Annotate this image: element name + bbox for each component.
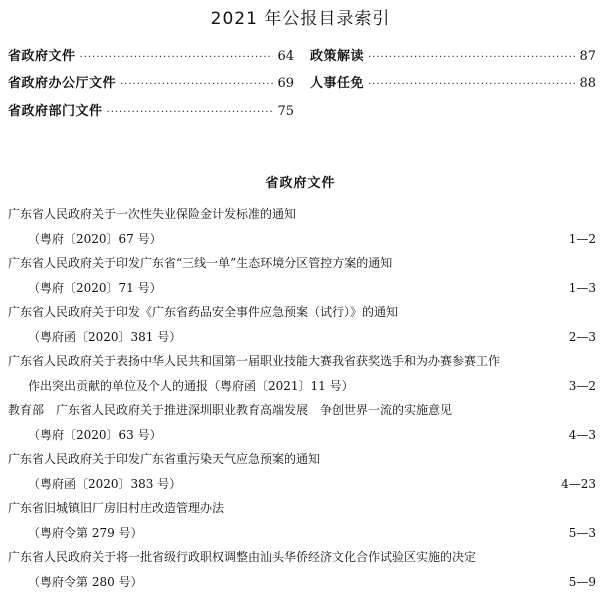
entry-title: 广东省人民政府关于一次性失业保险金计发标准的通知 bbox=[8, 207, 297, 221]
index-item-page: 88 bbox=[579, 76, 596, 91]
entry-doc-number: （粤府〔2020〕63 号） bbox=[28, 427, 162, 442]
entry-doc-number: （粤府函〔2020〕381 号） bbox=[28, 329, 182, 344]
entry-page: 1—2 bbox=[568, 231, 596, 246]
dot-leader bbox=[368, 48, 575, 68]
page-title: 2021 年公报目录索引 bbox=[210, 9, 391, 29]
entry-title: 广东省人民政府关于印发《广东省药品安全事件应急预案（试行）》的通知 bbox=[8, 305, 399, 319]
entry-doc-number: （粤府〔2020〕67 号） bbox=[28, 231, 162, 246]
dot-leader bbox=[120, 75, 273, 95]
entry-doc-number: （粤府令第 280 号） bbox=[28, 574, 143, 589]
section-title: 省政府文件 bbox=[265, 176, 336, 191]
index-item-label: 省政府部门文件 bbox=[8, 104, 103, 119]
entry-title: 教育部 广东省人民政府关于推进深圳职业教育高端发展 争创世界一流的实施意见 bbox=[8, 403, 453, 417]
entry-title: 广东省旧城镇旧厂房旧村庄改造管理办法 bbox=[8, 501, 225, 515]
entry-page: 5—9 bbox=[568, 574, 596, 589]
dot-leader bbox=[368, 75, 575, 95]
index-item-personnel-appointments[interactable] bbox=[310, 74, 596, 94]
list-item[interactable] bbox=[8, 545, 596, 594]
index-item-department-docs[interactable] bbox=[8, 102, 294, 122]
entry-page: 4—23 bbox=[561, 476, 596, 491]
entry-list bbox=[8, 202, 596, 594]
entry-doc-number: （粤府函〔2020〕383 号） bbox=[28, 476, 182, 491]
entry-doc-line bbox=[8, 472, 596, 497]
entry-page: 5—3 bbox=[568, 525, 596, 540]
index-item-page: 75 bbox=[277, 104, 294, 119]
entry-doc-line bbox=[8, 423, 596, 448]
list-item[interactable] bbox=[8, 251, 596, 300]
entry-page: 3—2 bbox=[568, 378, 596, 393]
entry-title: 广东省人民政府关于印发广东省重污染天气应急预案的通知 bbox=[8, 452, 321, 466]
index-item-page: 69 bbox=[277, 76, 294, 91]
entry-doc-line bbox=[8, 521, 596, 546]
entry-title: 广东省人民政府关于表扬中华人民共和国第一届职业技能大赛我省获奖选手和为办赛参赛工作 bbox=[8, 354, 501, 368]
list-item[interactable] bbox=[8, 398, 596, 447]
entry-doc-number: （粤府令第 279 号） bbox=[28, 525, 143, 540]
dot-leader bbox=[107, 103, 274, 123]
entry-page: 4—3 bbox=[568, 427, 596, 442]
index-item-label: 省政府办公厅文件 bbox=[8, 76, 117, 91]
list-item[interactable] bbox=[8, 496, 596, 545]
list-item[interactable] bbox=[8, 202, 596, 251]
entry-doc-number: （粤府〔2020〕71 号） bbox=[28, 280, 162, 295]
entry-doc-line bbox=[8, 325, 596, 350]
dot-leader bbox=[80, 48, 274, 68]
list-item[interactable] bbox=[8, 349, 596, 398]
entry-page: 2—3 bbox=[568, 329, 596, 344]
entry-page: 1—3 bbox=[568, 280, 596, 295]
index-item-label: 人事任免 bbox=[310, 76, 365, 91]
index-item-label: 省政府文件 bbox=[8, 49, 76, 64]
index-item-provincial-gov-docs[interactable] bbox=[8, 47, 294, 67]
index-item-page: 87 bbox=[579, 49, 596, 64]
index-item-label: 政策解读 bbox=[310, 49, 365, 64]
index-item-policy-interpretation[interactable] bbox=[310, 47, 596, 67]
entry-doc-line bbox=[8, 227, 596, 252]
entry-title: 广东省人民政府关于将一批省级行政职权调整由汕头华侨经济文化合作试验区实施的决定 bbox=[8, 550, 477, 564]
list-item[interactable] bbox=[8, 447, 596, 496]
entry-title-continued: 作出突出贡献的单位及个人的通报（粤府函〔2021〕11 号） bbox=[28, 378, 354, 393]
entry-doc-line bbox=[8, 374, 596, 399]
list-item[interactable] bbox=[8, 300, 596, 349]
index-item-page: 64 bbox=[277, 49, 294, 64]
entry-doc-line bbox=[8, 570, 596, 595]
entry-doc-line bbox=[8, 276, 596, 301]
entry-title: 广东省人民政府关于印发广东省“三线一单”生态环境分区管控方案的通知 bbox=[8, 256, 393, 270]
index-item-general-office-docs[interactable] bbox=[8, 74, 294, 94]
